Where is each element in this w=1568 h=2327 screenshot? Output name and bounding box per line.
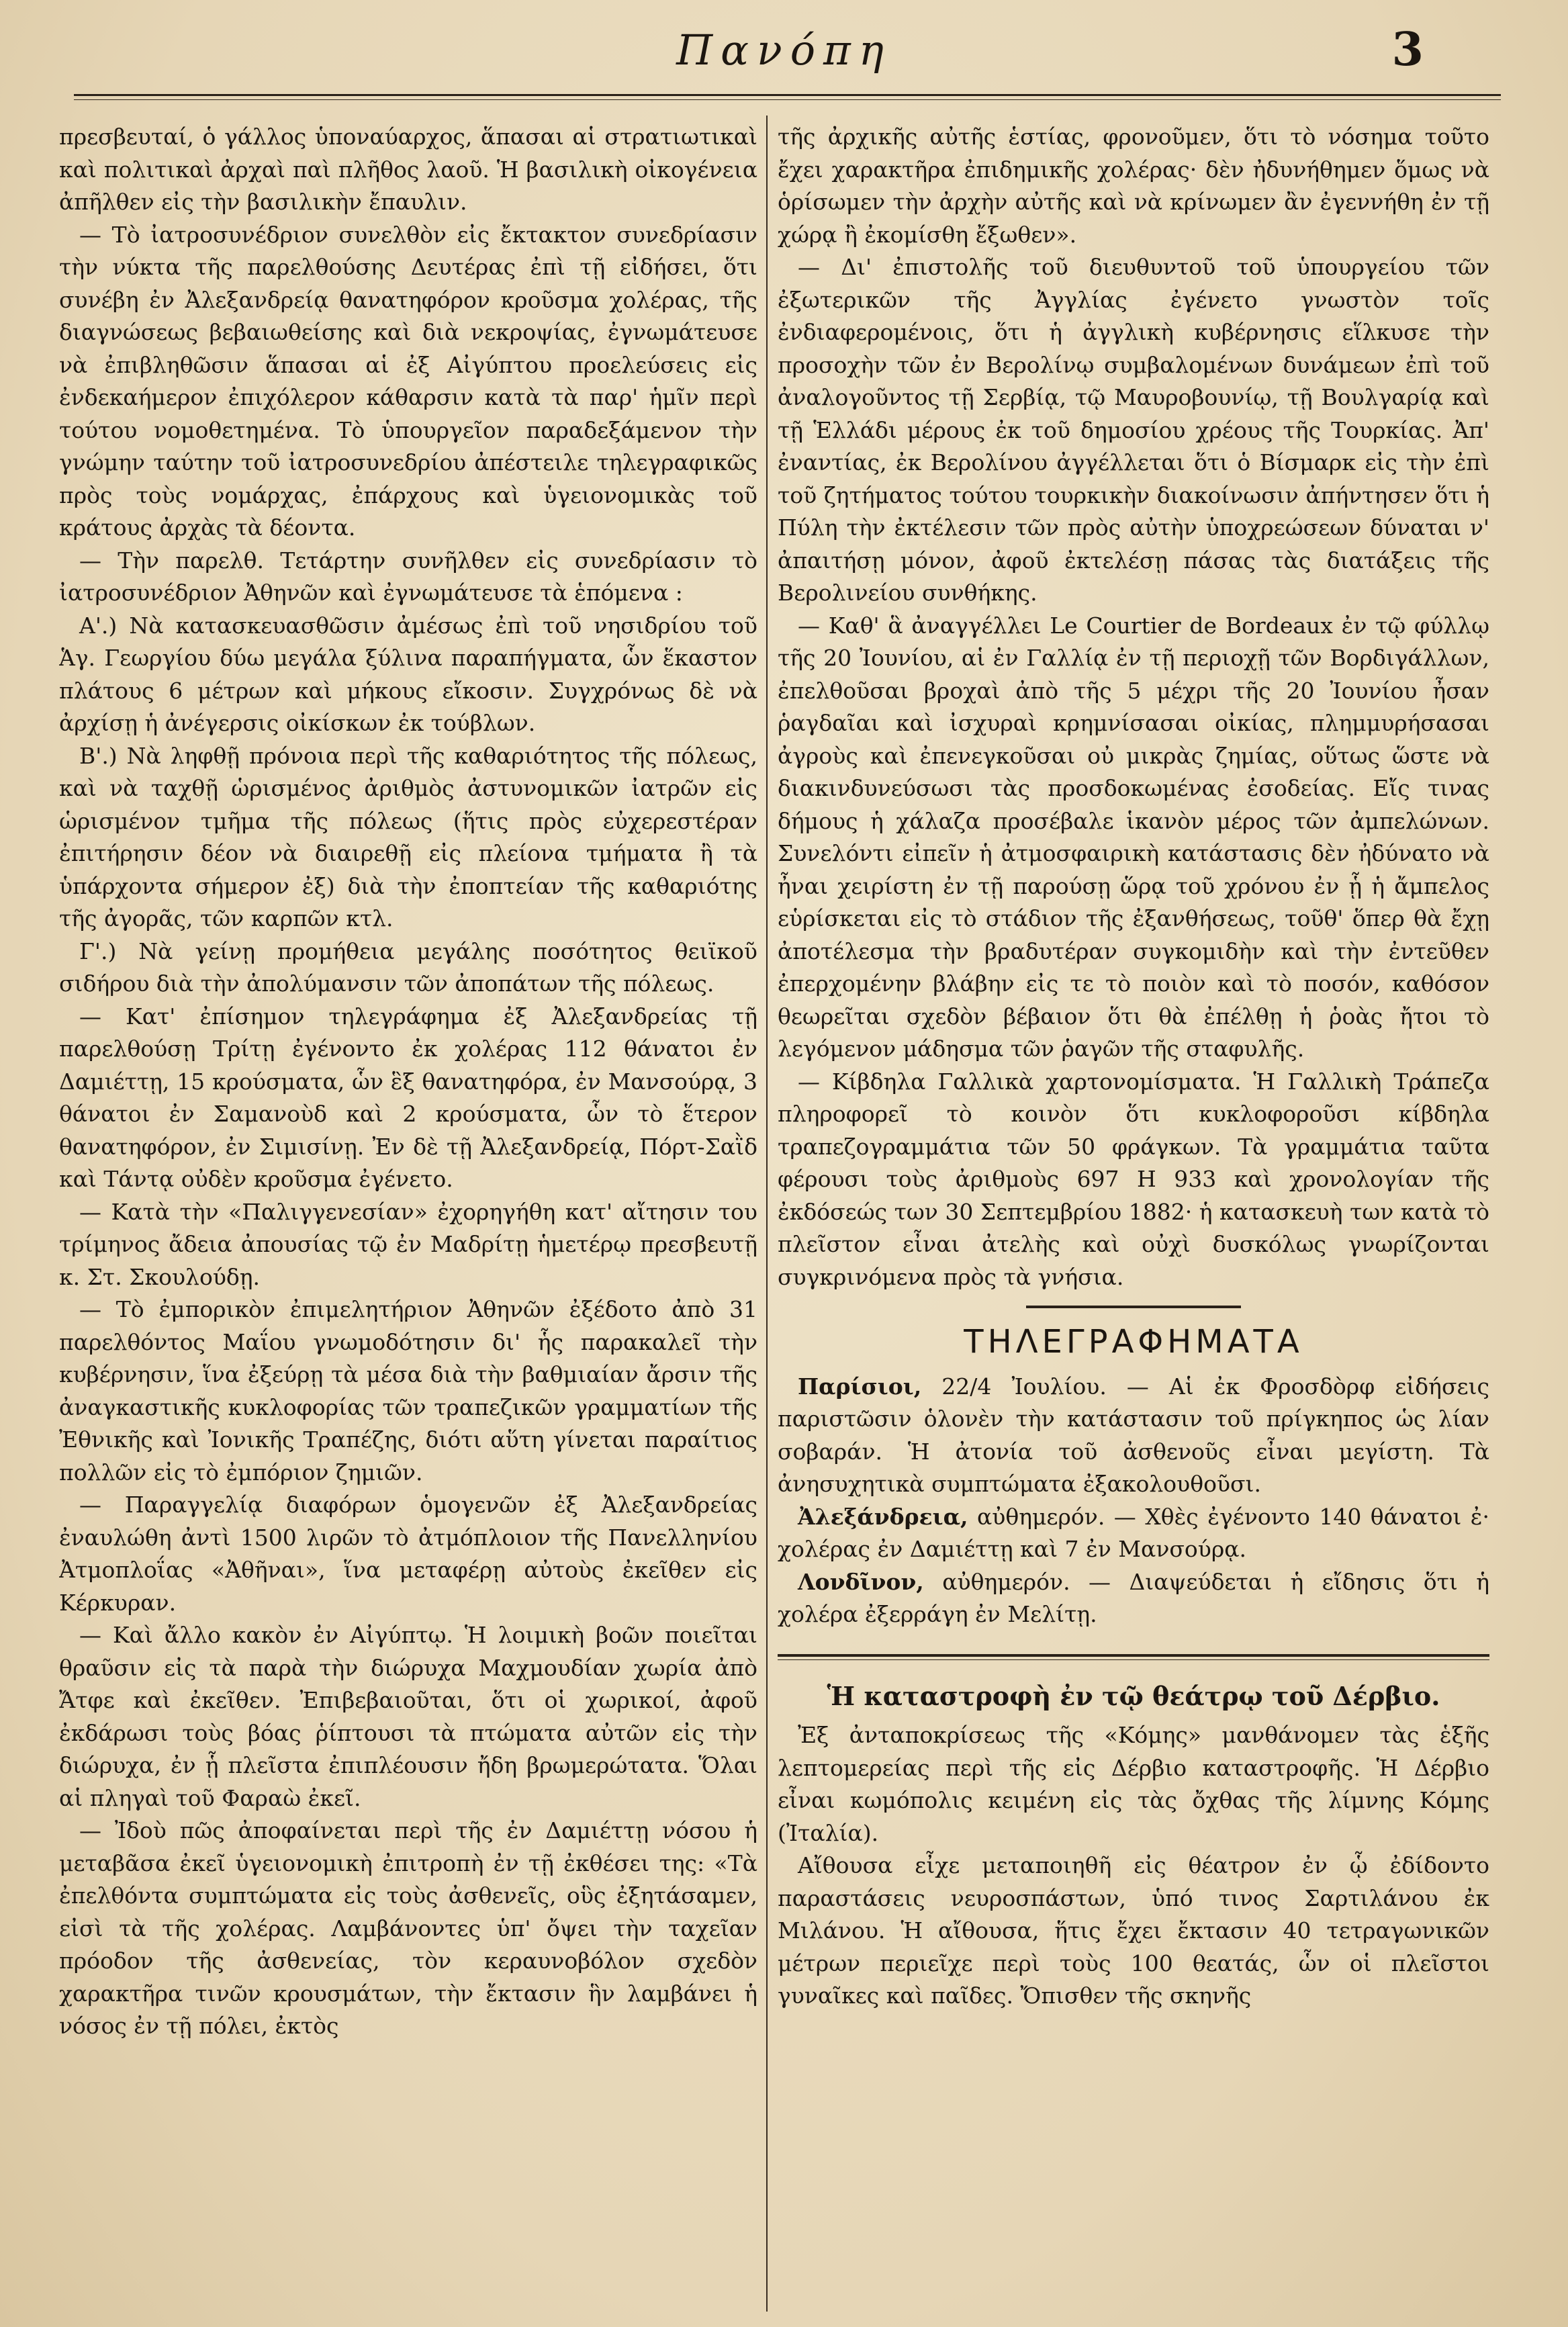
telegram-text: αὐθημερόν. — Χθὲς ἐγένοντο 140 θάνατοι ἐ· χολέρας ἐν Δαμιέττῃ καὶ 7 ἐν Μανσούρᾳ.: [778, 1503, 1489, 1562]
paragraph: — Δι' ἐπιστολῆς τοῦ διευθυντοῦ τοῦ ὑπουργείου τῶν ἐξωτερικῶν τῆς Ἀγγλίας ἐγένετο γνωστὸν τοῖς ἐνδιαφερομένοις, ὅτι ἡ ἀγγλικὴ κυβέρνησις εἵλκυσε τὴν προσοχὴν τῶν ἐν Βερολίνῳ συμβαλομένων δυνάμεων ἐπὶ τοῦ ἀναλογοῦντος τῇ Σερβίᾳ, τῷ Μαυροβουνίῳ, τῇ Βουλγαρίᾳ καὶ τῇ Ἑλλάδι μέρους ἐκ τοῦ δημοσίου χρέους τῆς Τουρκίας. Ἀπ' ἐναντίας, ἐκ Βερολίνου ἀγγέλλεται ὅτι ὁ Βίσμαρκ εἰς τὴν ἐπὶ τοῦ ζητήματος τούτου τουρκικὴν διακοίνωσιν ἀπήντησεν ὅτι ἡ Πύλη τὴν ἐκτέλεσιν τῶν πρὸς αὐτὴν ὑποχρεώσεων δύναται ν' ἀπαιτήσῃ μόνον, ἀφοῦ ἐκτελέσῃ πάσας τὰς διατάξεις τῆς Βερολινείου συνθήκης.: [778, 254, 1489, 606]
paragraph: — Καὶ ἄλλο κακὸν ἐν Αἰγύπτῳ. Ἡ λοιμικὴ βοῶν ποιεῖται θραῦσιν εἰς τὰ παρὰ τὴν διώρυχα Μαχμουδίαν χωρία ἀπὸ Ἄτφε καὶ ἐκεῖθεν. Ἐπιβεβαιοῦται, ὅτι οἱ χωρικοί, ἀφοῦ ἐκδάρωσι τοὺς βόας ῥίπτουσι τὰ πτώματα αὐτῶν εἰς τὴν διώρυχα, ἐν ᾗ πλεῖστα ἐπιπλέουσιν ἤδη βρωμερώτατα. Ὅλαι αἱ πληγαὶ τοῦ Φαραὼ ἐκεῖ.: [59, 1622, 757, 1811]
paragraph: — Τὴν παρελθ. Τετάρτην συνῆλθεν εἰς συνεδρίασιν τὸ ἰατροσυνέδριον Ἀθηνῶν καὶ ἐγνωμάτευσε τὰ ἑπόμενα :: [59, 547, 757, 606]
telegram-item: [778, 1371, 1489, 1501]
paragraph: — Κατ' ἐπίσημον τηλεγράφημα ἐξ Ἀλεξανδρείας τῇ παρελθούσῃ Τρίτῃ ἐγένοντο ἐκ χολέρας 112 θάνατοι ἐν Δαμιέττῃ, 15 κρούσματα, ὧν ἓξ θανατηφόρα, ἐν Μανσούρᾳ, 3 θάνατοι ἐν Σαμανοὺδ καὶ 2 κρούσματα, ὧν τὸ ἕτερον θανατηφόρον, ἐν Σιμισίνῃ. Ἐν δὲ τῇ Ἀλεξανδρείᾳ, Πόρτ-Σαῒδ καὶ Τάντᾳ οὐδὲν κροῦσμα ἐγένετο.: [59, 1003, 757, 1192]
page-number: 3: [1391, 23, 1424, 77]
paragraph: — Τὸ ἐμπορικὸν ἐπιμελητήριον Ἀθηνῶν ἐξέδοτο ἀπὸ 31 παρελθόντος Μαΐου γνωμοδότησιν δι' ἧς παρακαλεῖ τὴν κυβέρνησιν, ἵνα ἐξεύρῃ τὰ μέσα διὰ τὴν βαθμιαίαν ἄρσιν τῆς ἀναγκαστικῆς κυκλοφορίας τῶν τραπεζικῶν γραμματίων τῆς Ἐθνικῆς καὶ Ἰονικῆς Τραπέζης, διότι αὕτη γίνεται παραίτιος πολλῶν εἰς τὸ ἐμπόριον ζημιῶν.: [59, 1296, 757, 1486]
paragraph: Α'.) Νὰ κατασκευασθῶσιν ἀμέσως ἐπὶ τοῦ νησιδρίου τοῦ Ἁγ. Γεωργίου δύω μεγάλα ξύλινα παραπήγματα, ὧν ἕκαστον πλάτους 6 μέτρων καὶ μήκους εἴκοσιν. Συγχρόνως δὲ νὰ ἀρχίσῃ ἡ ἀνέγερσις οἰκίσκων ἐκ τούβλων.: [59, 612, 757, 736]
masthead-title: Πανόπη: [676, 26, 892, 75]
right-column: [778, 121, 1489, 2300]
column-divider: [766, 116, 768, 2312]
paragraph: Β'.) Νὰ ληφθῇ πρόνοια περὶ τῆς καθαριότητος τῆς πόλεως, καὶ νὰ ταχθῇ ὡρισμένος ἀριθμὸς ἀστυνομικῶν ἰατρῶν εἰς ὡρισμένον τμῆμα τῆς πόλεως (ἥτις πρὸς εὐχερεστέραν ἐπιτήρησιν δέον νὰ διαιρεθῇ εἰς πλείονα τμήματα ἢ τὰ ὑπάρχοντα σήμερον ἐξ) διὰ τὴν ἐποπτείαν τῆς καθαριότης τῆς ἀγορᾶς, τῶν καρπῶν κτλ.: [59, 742, 757, 931]
paragraph: — Καθ' ἃ ἀναγγέλλει Le Courtier de Bordeaux ἐν τῷ φύλλῳ τῆς 20 Ἰουνίου, αἱ ἐν Γαλλίᾳ ἐν τῇ περιοχῇ τῶν Βορδιγάλλων, ἐπελθοῦσαι βροχαὶ ἀπὸ τῆς 5 μέχρι τῆς 20 Ἰουνίου ἦσαν ῥαγδαῖαι καὶ ἰσχυραὶ κρημνίσασαι οἰκίας, πλημμυρήσασαι ἀγροὺς καὶ ἐπενεγκοῦσαι οὐ μικρὰς ζημίας, οὕτως ὥστε νὰ διακινδυνεύσωσι τὰς προσδοκωμένας ἐσοδείας. Εἴς τινας δήμους ἡ χάλαζα προσέβαλε ἱκανὸν μέρος τῶν ἀμπελώνων. Συνελόντι εἰπεῖν ἡ ἀτμοσφαιρικὴ κατάστασις δὲν ἠδύνατο νὰ ἦναι χειρίστη ἐν τῇ παρούσῃ ὥρᾳ τοῦ χρόνου ἐν ᾗ ἡ ἄμπελος εὑρίσκεται εἰς τὸ στάδιον τῆς ἐξανθήσεως, τοῦθ' ὅπερ θὰ ἔχῃ ἀποτέλεσμα τὴν βραδυτέραν συγκομιδὴν καὶ τὴν ἐντεῦθεν ἐπερχομένην βλάβην εἰς τε τὸ ποιὸν καὶ τὸ ποσόν, καθόσον θεωρεῖται σχεδὸν βέβαιον ὅτι θὰ ἐπέλθῃ ἡ ῥοὰς ἤτοι τὸ λεγόμενον μάδησμα τῶν ῥαγῶν τῆς σταφυλῆς.: [778, 612, 1489, 1062]
telegram-text: 22/4 Ἰουλίου. — Αἱ ἐκ Φροσδὸρφ εἰδήσεις παριστῶσιν ὁλονὲν τὴν κατάστασιν τοῦ πρίγκηπος ὡς λίαν σοβαράν. Ἡ ἀτονία τοῦ ἀσθενοῦς εἶναι μεγίστη. Τὰ ἀνησυχητικὰ συμπτώματα ἐξακολουθοῦσι.: [778, 1373, 1489, 1497]
paragraph: — Κίβδηλα Γαλλικὰ χαρτονομίσματα. Ἡ Γαλλικὴ Τράπεζα πληροφορεῖ τὸ κοινὸν ὅτι κυκλοφοροῦσι κίβδηλα τραπεζογραμμάτια τῶν 50 φράγκων. Τὰ γραμμάτια ταῦτα φέρουσι τοὺς ἀριθμοὺς 697 Η 933 καὶ χρονολογίαν τῆς ἐκδόσεώς των 30 Σεπτεμβρίου 1882· ἡ κατασκευὴ των κατὰ τὸ πλεῖστον εἶναι ἀτελὴς καὶ οὐχὶ δυσκόλως γνωρίζονται συγκρινόμενα πρὸς τὰ γνήσια.: [778, 1068, 1489, 1290]
section-rule: [1026, 1306, 1241, 1308]
telegram-item: [778, 1566, 1489, 1631]
header-rule: [74, 94, 1501, 100]
telegram-place: Παρίσιοι,: [798, 1373, 922, 1400]
telegram-place: Λονδῖνον,: [798, 1568, 924, 1595]
article-title: Ἡ καταστροφὴ ἐν τῷ θεάτρῳ τοῦ Δέρβιο.: [827, 1680, 1440, 1711]
section-rule: [778, 1654, 1489, 1660]
telegram-place: Ἀλεξάνδρεια,: [798, 1503, 968, 1530]
telegram-item: [778, 1501, 1489, 1566]
left-column: [59, 121, 757, 2300]
paragraph: — Ἰδοὺ πῶς ἀποφαίνεται περὶ τῆς ἐν Δαμιέττῃ νόσου ἡ μεταβᾶσα ἐκεῖ ὑγειονομικὴ ἐπιτροπὴ ἐν τῇ ἐκθέσει της: «Τὰ ἐπελθόντα συμπτώματα εἰς τοὺς ἀσθενεῖς, οὓς ἐξητάσαμεν, εἰσὶ τὰ τῆς χολέρας. Λαμβάνοντες ὑπ' ὄψει τὴν ταχεῖαν πρόοδον τῆς ἀσθενείας, τὸν κεραυνοβόλον σχεδὸν χαρακτῆρα τινῶν κρουσμάτων, τὴν ἔκτασιν ἣν λαμβάνει ἡ νόσος ἐν τῇ πόλει, ἐκτὸς: [59, 1817, 757, 2039]
paragraph: Αἴθουσα εἶχε μεταποιηθῆ εἰς θέατρον ἐν ᾧ ἐδίδοντο παραστάσεις νευροσπάστων, ὑπό τινος Σαρτιλάνου ἐκ Μιλάνου. Ἡ αἴθουσα, ἥτις ἔχει ἔκτασιν 40 τετραγωνικῶν μέτρων περιεῖχε περὶ τοὺς 100 θεατάς, ὧν οἱ πλεῖστοι γυναῖκες καὶ παῖδες. Ὄπισθεν τῆς σκηνῆς: [778, 1852, 1489, 2009]
paragraph: πρεσβευταί, ὁ γάλλος ὑποναύαρχος, ἅπασαι αἱ στρατιωτικαὶ καὶ πολιτικαὶ ἀρχαὶ παὶ πλῆθος λαοῦ. Ἡ βασιλικὴ οἰκογένεια ἀπῆλθεν εἰς τὴν βασιλικὴν ἔπαυλιν.: [59, 124, 757, 215]
page-header: [0, 0, 1568, 91]
paragraph: — Κατὰ τὴν «Παλιγγενεσίαν» ἐχορηγήθη κατ' αἴτησιν του τρίμηνος ἄδεια ἀπουσίας τῷ ἐν Μαδρίτῃ ἡμετέρῳ πρεσβευτῇ κ. Στ. Σκουλούδῃ.: [59, 1198, 757, 1290]
telegrams-heading: ΤΗΛΕΓΡΑΦΗΜΑΤΑ: [964, 1323, 1303, 1361]
paragraph: Γ'.) Νὰ γείνῃ προμήθεια μεγάλης ποσότητος θειϊκοῦ σιδήρου διὰ τὴν ἀπολύμανσιν τῶν ἀποπάτων τῆς πόλεως.: [59, 938, 757, 997]
paragraph: — Τὸ ἰατροσυνέδριον συνελθὸν εἰς ἔκτακτον συνεδρίασιν τὴν νύκτα τῆς παρελθούσης Δευτέρας ἐπὶ τῇ εἰδήσει, ὅτι συνέβη ἐν Ἀλεξανδρείᾳ θανατηφόρον κροῦσμα χολέρας, τῆς διαγνώσεως βεβαιωθείσης καὶ διὰ νεκροψίας, ἐγνωμάτευσε νὰ ἐπιβληθῶσιν ἅπασαι αἱ ἐξ Αἰγύπτου προελεύσεις εἰς ἐνδεκαήμερον ἐπιχόλερον κάθαρσιν κατὰ τὰ παρ' ἡμῖν περὶ τούτου νομοθετημένα. Τὸ ὑπουργεῖον παραδεξάμενον τὴν γνώμην ταύτην τοῦ ἰατροσυνεδρίου ἀπέστειλε τηλεγραφικῶς πρὸς τοὺς νομάρχας, ἐπάρχους καὶ ὑγειονομικὰς τοῦ κράτους ἀρχὰς τὰ δέοντα.: [59, 221, 757, 541]
telegram-text: αὐθημερόν. — Διαψεύδεται ἡ εἴδησις ὅτι ἡ χολέρα ἐξερράγη ἐν Μελίτῃ.: [778, 1568, 1489, 1627]
paragraph: τῆς ἀρχικῆς αὐτῆς ἑστίας, φρονοῦμεν, ὅτι τὸ νόσημα τοῦτο ἔχει χαρακτῆρα ἐπιδημικῆς χολέρας· δὲν ἠδυνήθημεν ὅμως νὰ ὁρίσωμεν τὴν ἀρχὴν αὐτῆς καὶ νὰ κρίνωμεν ἂν ἐγεννήθη ἐν τῇ χώρᾳ ἢ ἐκομίσθη ἔξωθεν».: [778, 124, 1489, 248]
paragraph: — Παραγγελίᾳ διαφόρων ὁμογενῶν ἐξ Ἀλεξανδρείας ἐναυλώθη ἀντὶ 1500 λιρῶν τὸ ἀτμόπλοιον τῆς Πανελληνίου Ἀτμοπλοΐας «Ἀθῆναι», ἵνα μεταφέρῃ αὐτοὺς ἐκεῖθεν εἰς Κέρκυραν.: [59, 1492, 757, 1616]
paragraph: Ἐξ ἀνταποκρίσεως τῆς «Κόμης» μανθάνομεν τὰς ἑξῆς λεπτομερείας περὶ τῆς εἰς Δέρβιο καταστροφῆς. Ἡ Δέρβιο εἶναι κωμόπολις κειμένη εἰς τὰς ὄχθας τῆς λίμνης Κόμης (Ἰταλία).: [778, 1722, 1489, 1846]
